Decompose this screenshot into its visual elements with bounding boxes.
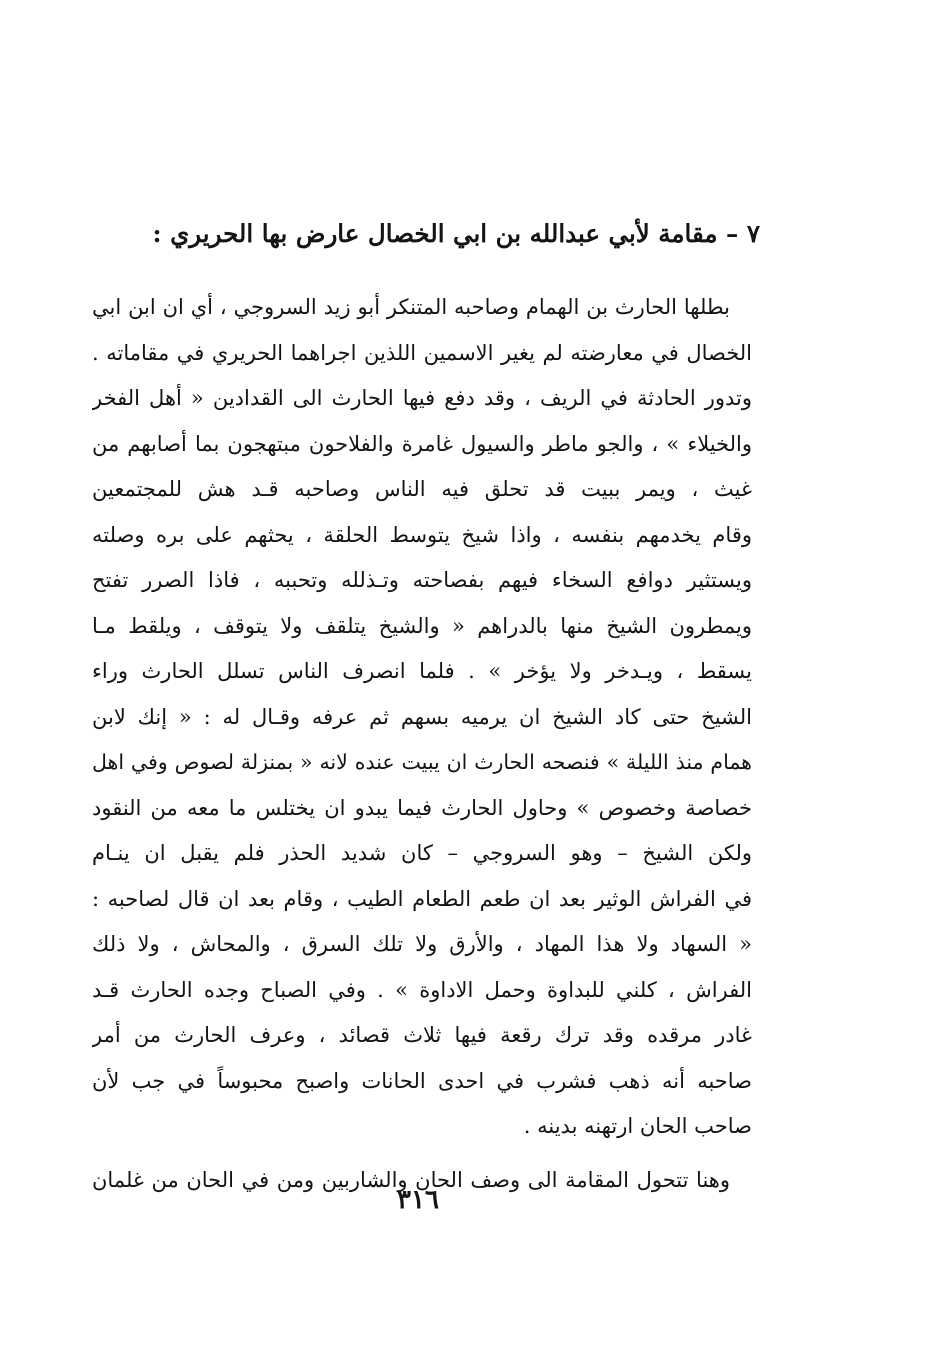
text-line: يسقط ، ويـدخر ولا يؤخر » . فلما انصرف الناس تسلل الحارث وراء — [92, 659, 752, 683]
text-line: « السهاد ولا هذا المهاد ، والأرق ولا تلك السرق ، والمحاش ، ولا ذلك — [92, 932, 752, 956]
section-heading: ٧ – مقامة لأبي عبدالله بن ابي الخصال عارض بها الحريري : — [152, 219, 760, 248]
text-line: وقام يخدمهم بنفسه ، واذا شيخ يتوسط الحلقة ، يحثهم على بره وصلته — [92, 522, 752, 547]
text-line: ولكن الشيخ – وهو السروجي – كان شديد الحذر فلم يقبل ان ينـام — [92, 841, 752, 865]
text-line: غيث ، ويمر ببيت قد تحلق فيه الناس وصاحبه قـد هش للمجتمعين — [92, 477, 752, 501]
page-number: ٣١٦ — [397, 1185, 439, 1215]
text-line: الفراش ، كلني للبداوة وحمل الاداوة » . وفي الصباح وجده الحارث قـد — [92, 977, 752, 1002]
text-line: غادر مرقده وقد ترك رقعة فيها ثلاث قصائد ، وعرف الحارث من أمر — [92, 1023, 752, 1047]
text-line: الشيخ حتى كاد الشيخ ان يرميه بسهم ثم عرفه وقـال له : « إنك لابن — [92, 704, 752, 729]
text-line: وهنا تتحول المقامة الى وصف الحان والشاربين ومن في الحان من غلمان — [92, 1167, 730, 1192]
text-line: وتدور الحادثة في الريف ، وقد دفع فيها الحارث الى القدادين « أهل الفخر — [92, 386, 752, 410]
body-text — [92, 285, 752, 1203]
text-line: بطلها الحارث بن الهمام وصاحبه المتنكر أبو زيد السروجي ، أي ان ابن ابي — [92, 295, 730, 319]
text-line: الخصال في معارضته لم يغير الاسمين اللذين اجراهما الحريري في مقاماته . — [92, 340, 752, 365]
text-line: والخيلاء » ، والجو ماطر والسيول غامرة والفلاحون مبتهجون بما أصابهم من — [92, 431, 752, 456]
text-line: في الفراش الوثير بعد ان طعم الطعام الطيب ، وقام بعد ان قال لصاحبه : — [92, 886, 752, 911]
text-line: همام منذ الليلة » فنصحه الحارث ان يبيت عنده لانه « بمنزلة لصوص وفي اهل — [92, 750, 752, 774]
text-line: صاحب الحان ارتهنه بدينه . — [523, 1114, 752, 1138]
text-line: خصاصة وخصوص » وحاول الحارث فيما يبدو ان يختلس ما معه من النقود — [92, 795, 752, 820]
text-line: ويمطرون الشيخ منها بالدراهم « والشيخ يتلقف ولا يتوقف ، ويلقط مـا — [92, 613, 752, 638]
text-line: صاحبه أنه ذهب فشرب في احدى الحانات واصبح محبوساً في جب لأن — [92, 1068, 752, 1093]
text-line: ويستثير دوافع السخاء فيهم بفصاحته وتـذلله وتحببه ، فاذا الصرر تفتح — [92, 568, 752, 592]
